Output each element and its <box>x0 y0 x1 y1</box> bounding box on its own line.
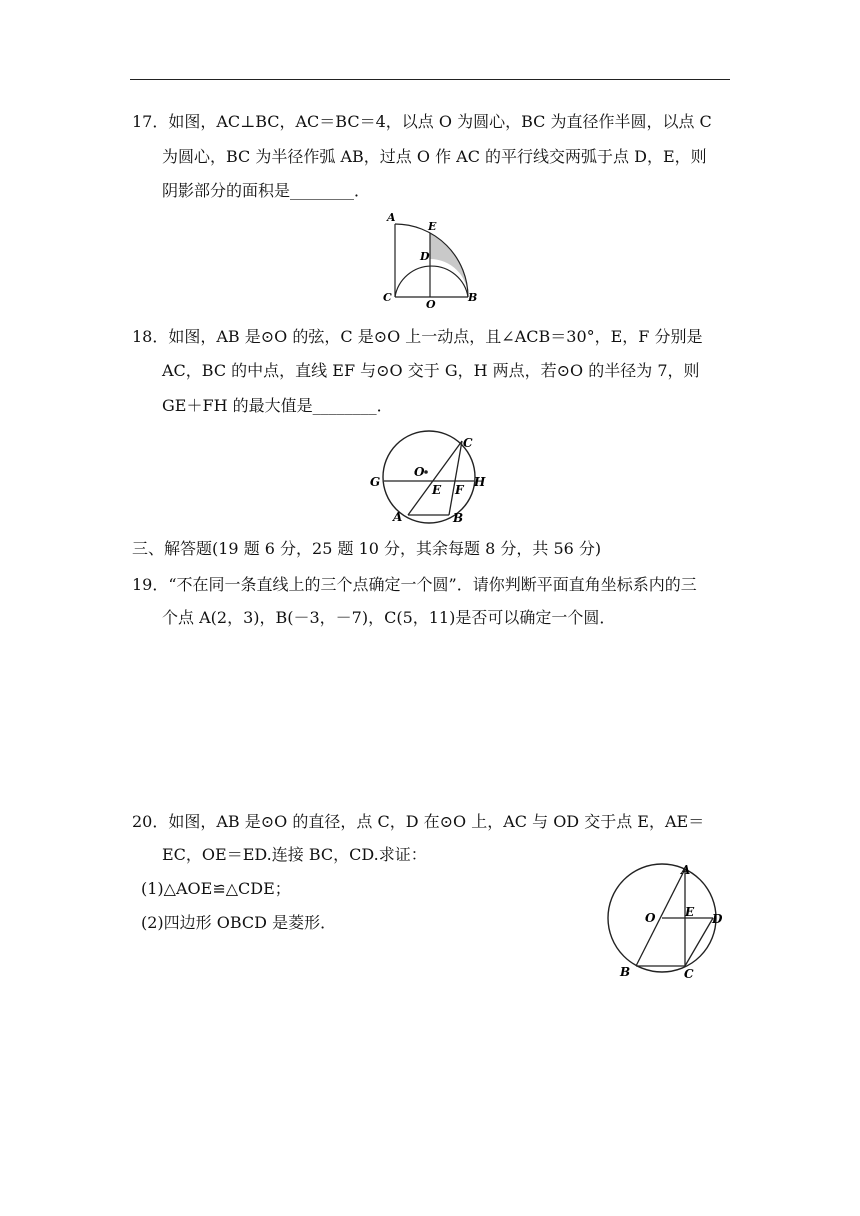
q20-figure <box>600 855 735 985</box>
section3-heading: 三、解答题(19 题 6 分，25 题 10 分，其余每题 8 分，共 56 分) <box>132 539 602 558</box>
q18-chord-bc <box>449 441 462 515</box>
q20-label-a: A <box>681 863 691 877</box>
q20-label-e: E <box>685 905 695 919</box>
q18-line2: AC，BC 的中点，直线 EF 与⊙O 交于 G，H 两点，若⊙O 的半径为 7，则 <box>162 361 700 380</box>
q17-figure <box>375 205 490 313</box>
q17-label-e: E <box>428 220 437 233</box>
q19-line1: 19．“不在同一条直线上的三个点确定一个圆”．请你判断平面直角坐标系内的三 <box>132 575 697 594</box>
q20-line1: 20．如图，AB 是⊙O 的直径，点 C，D 在⊙O 上，AC 与 OD 交于点 E，AE＝ <box>132 812 705 831</box>
q18-line3: GE＋FH 的最大值是________． <box>162 396 393 415</box>
q18-label-g: G <box>370 475 381 489</box>
q17-line1: 17．如图，AC⊥BC，AC＝BC＝4，以点 O 为圆心，BC 为直径作半圆，以点 C <box>132 112 712 131</box>
q17-semicircle <box>395 266 468 297</box>
q17-label-c: C <box>383 291 392 304</box>
q20-label-b: B <box>620 965 631 979</box>
q18-figure <box>365 430 495 528</box>
q19-line2: 个点 A(2，3)，B(－3，－7)，C(5，11)是否可以确定一个圆． <box>162 608 616 627</box>
q20-label-c: C <box>684 967 694 981</box>
q17-label-d: D <box>420 250 430 263</box>
q17-label-o: O <box>426 298 436 311</box>
q20-part1: (1)△AOE≌△CDE； <box>141 879 291 898</box>
q17-line2: 为圆心，BC 为半径作弧 AB，过点 O 作 AC 的平行线交两弧于点 D，E，则 <box>162 147 707 166</box>
q20-line2: EC，OE＝ED.连接 BC，CD.求证： <box>162 845 427 864</box>
q18-label-o: O <box>414 465 425 479</box>
q17-line3: 阴影部分的面积是________． <box>162 181 371 200</box>
q18-label-a: A <box>393 510 403 524</box>
q17-label-a: A <box>387 211 396 224</box>
q20-label-o: O <box>645 911 656 925</box>
q18-line1: 18．如图，AB 是⊙O 的弦，C 是⊙O 上一动点，且∠ACB＝30°，E，F 分别是 <box>132 327 703 346</box>
q20-label-d: D <box>712 912 723 926</box>
q18-label-c: C <box>463 436 473 450</box>
q17-shaded-region <box>430 233 468 297</box>
q18-label-h: H <box>474 475 486 489</box>
header-rule <box>130 79 730 80</box>
q20-segment-cd <box>685 918 713 966</box>
q17-label-b: B <box>468 291 478 304</box>
q18-center-dot <box>424 470 428 474</box>
q20-part2: (2)四边形 OBCD 是菱形． <box>141 913 337 932</box>
q18-label-b: B <box>453 511 464 525</box>
q18-label-e: E <box>432 483 442 497</box>
q18-label-f: F <box>455 483 464 497</box>
